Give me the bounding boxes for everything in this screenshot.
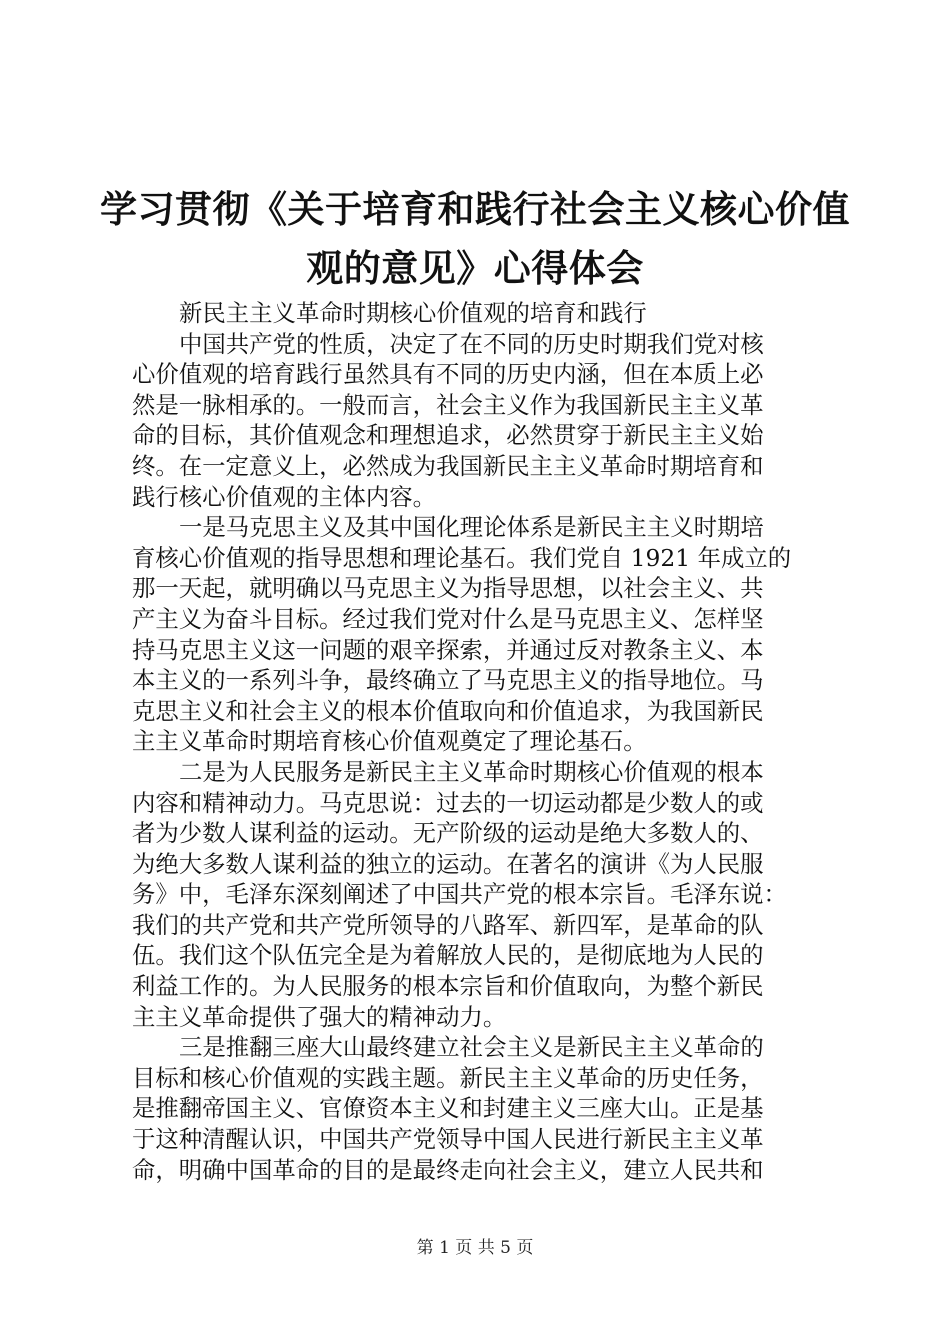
- body-text-line: 那一天起，就明确以马克思主义为指导思想，以社会主义、共: [132, 574, 764, 603]
- body-text-line: 践行核心价值观的主体内容。: [132, 482, 437, 511]
- body-text-line: 是推翻帝国主义、官僚资本主义和封建主义三座大山。正是基: [132, 1094, 764, 1123]
- body-text-line: 产主义为奋斗目标。经过我们党对什么是马克思主义、怎样坚: [132, 604, 764, 633]
- body-text-line: 然是一脉相承的。一般而言，社会主义作为我国新民主主义革: [132, 390, 764, 419]
- body-text-line: 新民主主义革命时期核心价值观的培育和践行: [179, 299, 647, 327]
- body-text-line: 主主义革命提供了强大的精神动力。: [132, 1002, 507, 1031]
- body-text-line: 目标和核心价值观的实践主题。新民主主义革命的历史任务，: [132, 1063, 764, 1092]
- body-text-line: 育核心价值观的指导思想和理论基石。我们党自 1921 年成立的: [132, 543, 792, 572]
- body-text-line: 持马克思主义这一问题的艰辛探索，并通过反对教条主义、本: [132, 635, 764, 664]
- body-text-line: 于这种清醒认识，中国共产党领导中国人民进行新民主主义革: [132, 1125, 764, 1154]
- body-text-line: 终。在一定意义上，必然成为我国新民主主义革命时期培育和: [132, 451, 764, 480]
- body-text-line: 利益工作的。为人民服务的根本宗旨和价值取向，为整个新民: [132, 972, 764, 1001]
- page-footer: 第 1 页 共 5 页: [416, 1238, 534, 1258]
- body-text-line: 伍。我们这个队伍完全是为着解放人民的，是彻底地为人民的: [132, 941, 764, 970]
- body-text-line: 务》中，毛泽东深刻阐述了中国共产党的根本宗旨。毛泽东说：: [132, 880, 787, 909]
- body-text-line: 命，明确中国革命的目的是最终走向社会主义，建立人民共和: [132, 1155, 764, 1184]
- document-title-line-2: 观的意见》心得体会: [306, 247, 644, 290]
- body-text-line: 二是为人民服务是新民主主义革命时期核心价值观的根本: [179, 757, 764, 786]
- body-text-line: 本主义的一系列斗争，最终确立了马克思主义的指导地位。马: [132, 666, 764, 695]
- document-title-line-1: 学习贯彻《关于培育和践行社会主义核心价值: [100, 188, 850, 231]
- body-text-line: 主主义革命时期培育核心价值观奠定了理论基石。: [132, 727, 647, 756]
- body-text-line: 克思主义和社会主义的根本价值取向和价值追求，为我国新民: [132, 696, 764, 725]
- body-text-line: 我们的共产党和共产党所领导的八路军、新四军，是革命的队: [132, 910, 764, 939]
- body-text-line: 命的目标，其价值观念和理想追求，必然贯穿于新民主主义始: [132, 421, 764, 450]
- body-text-line: 中国共产党的性质，决定了在不同的历史时期我们党对核: [179, 329, 764, 358]
- body-text-line: 者为少数人谋利益的运动。无产阶级的运动是绝大多数人的、: [132, 819, 764, 848]
- body-text-line: 一是马克思主义及其中国化理论体系是新民主主义时期培: [179, 513, 764, 542]
- document-body: [132, 298, 832, 1185]
- body-text-line: 三是推翻三座大山最终建立社会主义是新民主主义革命的: [179, 1033, 764, 1062]
- body-text-line: 为绝大多数人谋利益的独立的运动。在著名的演讲《为人民服: [132, 849, 764, 878]
- body-text-line: 内容和精神动力。马克思说：过去的一切运动都是少数人的或: [132, 788, 764, 817]
- body-text-line: 心价值观的培育践行虽然具有不同的历史内涵，但在本质上必: [132, 360, 764, 389]
